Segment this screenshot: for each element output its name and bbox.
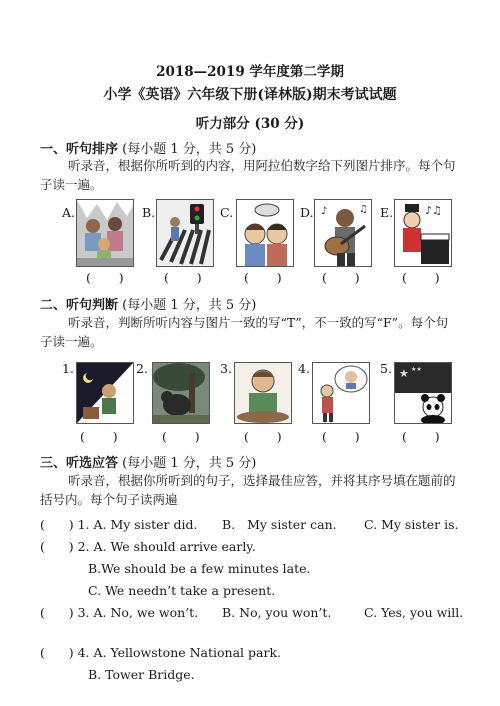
q1-option-c[interactable]: C. My sister is. — [364, 517, 459, 532]
section1-score: (每小题 1 分，共 5 分) — [122, 142, 257, 157]
q2-option-c[interactable]: C. We needn’t take a present. — [88, 583, 276, 598]
exam-title: 小学《英语》六年级下册(译林版)期末考试试题 — [103, 87, 397, 103]
picture-e-piano — [394, 199, 452, 267]
s2-label-3: 3. — [220, 361, 232, 376]
picture-1-night — [76, 362, 134, 424]
section2-heading: 二、听句判断 — [40, 298, 119, 313]
s1-answer-c[interactable]: ( ) — [244, 270, 282, 285]
q1-option-a[interactable]: ( ) 1. A. My sister did. — [40, 517, 198, 532]
s1-label-e: E. — [380, 205, 394, 220]
svg-text:★: ★ — [399, 367, 409, 380]
s1-answer-e[interactable]: ( ) — [402, 270, 440, 285]
section3-heading: 三、听选应答 — [40, 456, 119, 471]
s1-answer-a[interactable]: ( ) — [86, 270, 124, 285]
section3-title — [40, 452, 256, 471]
s2-answer-5[interactable]: ( ) — [402, 429, 440, 444]
q3-option-a[interactable]: ( ) 3. A. No, we won’t. — [40, 605, 199, 620]
q3-option-c[interactable]: C. Yes, you will. — [364, 605, 464, 620]
q3-option-b[interactable]: B. No, you won’t. — [222, 605, 332, 620]
s2-answer-4[interactable]: ( ) — [322, 429, 360, 444]
svg-text:♪: ♪ — [321, 206, 328, 217]
section3-instruction-text: 听录音，根据你所听到的句子，选择最佳应答，并将其序号填在题前的括号内。每个句子读两遍 — [40, 473, 456, 507]
s2-answer-1[interactable]: ( ) — [80, 429, 118, 444]
s2-answer-2[interactable]: ( ) — [162, 429, 200, 444]
s1-label-c: C. — [220, 205, 234, 220]
section2-instruction — [40, 313, 460, 351]
picture-3-man — [234, 362, 292, 424]
s2-label-2: 2. — [136, 361, 148, 376]
svg-text:★★: ★★ — [411, 366, 422, 373]
section2-instruction-text: 听录音，判断所听内容与图片一致的写“T”，不一致的写“F”。每个句子读一遍。 — [40, 315, 449, 349]
q2-option-a[interactable]: ( ) 2. A. We should arrive early. — [40, 539, 256, 554]
s1-answer-b[interactable]: ( ) — [164, 270, 202, 285]
svg-text:♫: ♫ — [359, 204, 368, 215]
section1-heading: 一、听句排序 — [40, 142, 119, 157]
section1-title — [40, 138, 256, 157]
picture-b-crossing — [156, 199, 214, 267]
s1-label-a: A. — [62, 205, 76, 220]
section2-title — [40, 294, 256, 313]
svg-text:♪♫: ♪♫ — [425, 204, 442, 217]
picture-d-guitar — [314, 199, 372, 267]
s2-label-4: 4. — [298, 361, 310, 376]
section1-instruction — [40, 156, 460, 194]
section3-score: (每小题 1 分，共 5 分) — [122, 456, 257, 471]
picture-5-flag-panda — [394, 362, 452, 424]
listening-part-heading: 听力部分 (30 分) — [195, 116, 305, 132]
section1-instruction-text: 听录音，根据你所听到的内容，用阿拉伯数字给下列图片排序。每个句子读一遍。 — [40, 158, 456, 192]
q4-option-b[interactable]: B. Tower Bridge. — [88, 667, 195, 682]
section3-instruction — [40, 471, 460, 509]
s1-label-d: D. — [300, 205, 314, 220]
term-heading: 2018—2019 学年度第二学期 — [156, 64, 344, 80]
picture-2-bear — [152, 362, 210, 424]
q1-option-b[interactable]: B. My sister can. — [222, 517, 337, 532]
q2-option-b[interactable]: B.We should be a few minutes late. — [88, 561, 311, 576]
picture-4-thinking — [312, 362, 370, 424]
s2-answer-3[interactable]: ( ) — [244, 429, 282, 444]
s2-label-1: 1. — [62, 361, 74, 376]
picture-c-boys — [236, 199, 294, 267]
q4-option-a[interactable]: ( ) 4. A. Yellowstone National park. — [40, 645, 281, 660]
s2-label-5: 5. — [380, 361, 392, 376]
section2-score: (每小题 1 分，共 5 分) — [122, 298, 257, 313]
s1-answer-d[interactable]: ( ) — [322, 270, 360, 285]
picture-a-family — [76, 199, 134, 267]
s1-label-b: B. — [142, 205, 156, 220]
